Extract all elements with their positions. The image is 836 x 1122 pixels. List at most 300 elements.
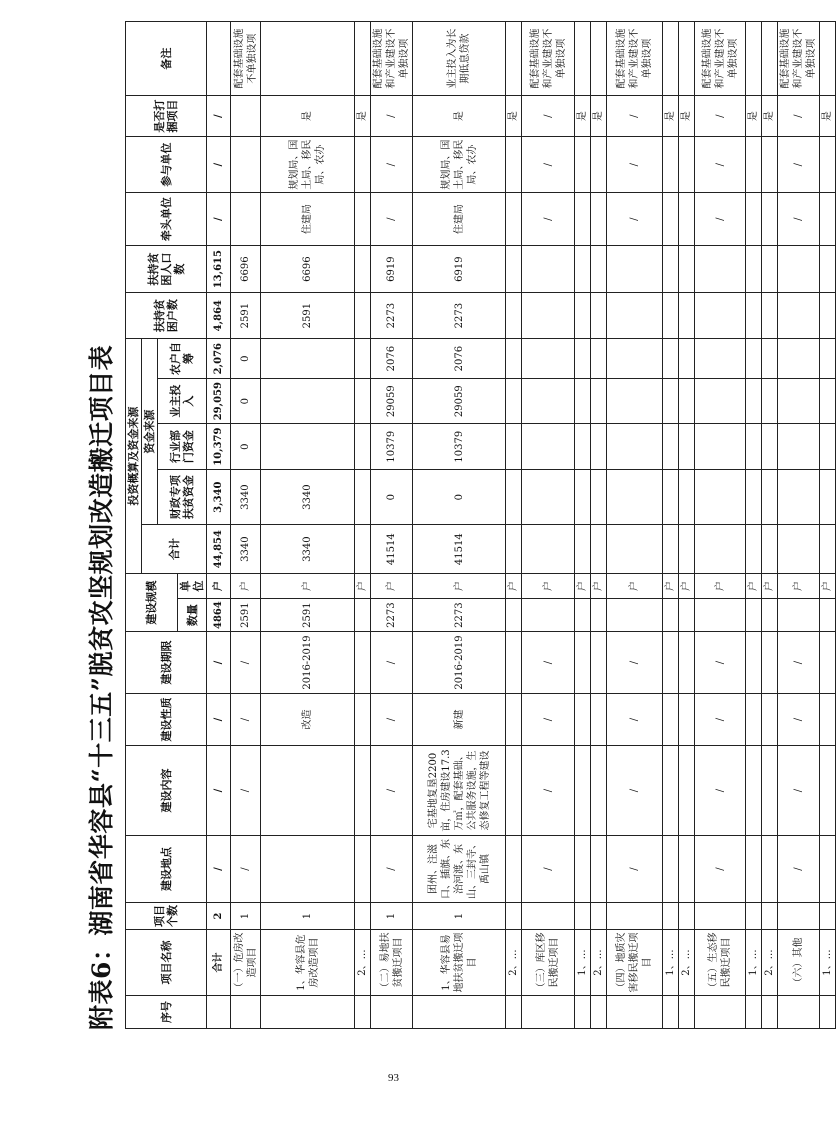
cell-remark: [591, 22, 607, 96]
cell-fiscal: [591, 470, 607, 525]
cell-packaged: 是: [663, 96, 679, 137]
cell-farmer: [778, 339, 820, 379]
cell-households: [355, 293, 371, 339]
cell-participant: /: [607, 137, 663, 193]
cell-nature: /: [695, 694, 746, 746]
table-body: [207, 22, 836, 1029]
cell-qty: 4864: [207, 599, 231, 632]
cell-farmer: [591, 339, 607, 379]
cell-content: [746, 746, 762, 836]
table-row: [591, 22, 607, 1029]
cell-lead: /: [207, 193, 231, 246]
table-title: 附表6：湖南省华容县“十三五”脱贫攻坚规划改造搬迁项目表: [87, 344, 116, 1030]
cell-lead: [591, 193, 607, 246]
cell-population: [607, 246, 663, 293]
cell-total: 41514: [413, 525, 506, 574]
cell-nature: /: [522, 694, 575, 746]
cell-seq: [207, 996, 231, 1029]
cell-unit: 户: [522, 574, 575, 599]
cell-nature: /: [207, 694, 231, 746]
table-row: [820, 22, 836, 1029]
cell-content: /: [778, 746, 820, 836]
cell-unit: 户: [746, 574, 762, 599]
cell-packaged: /: [522, 96, 575, 137]
cell-dept: [679, 424, 695, 470]
cell-count: [746, 903, 762, 930]
cell-name: 2、…: [506, 930, 522, 996]
cell-farmer: [762, 339, 778, 379]
cell-qty: [679, 599, 695, 632]
cell-packaged: 是: [762, 96, 778, 137]
cell-period: /: [522, 632, 575, 694]
cell-qty: [695, 599, 746, 632]
cell-name: （五）生态移民搬迁项目: [695, 930, 746, 996]
cell-lead: /: [607, 193, 663, 246]
cell-seq: [591, 996, 607, 1029]
cell-population: [522, 246, 575, 293]
header-count: 项目个数: [126, 903, 207, 930]
cell-location: /: [778, 836, 820, 903]
cell-content: /: [522, 746, 575, 836]
cell-participant: [355, 137, 371, 193]
cell-fiscal: 0: [413, 470, 506, 525]
header-funding: 资金来源: [142, 339, 158, 525]
cell-packaged: 是: [591, 96, 607, 137]
cell-participant: /: [778, 137, 820, 193]
cell-qty: 2273: [371, 599, 413, 632]
cell-period: [591, 632, 607, 694]
cell-households: [575, 293, 591, 339]
cell-participant: /: [371, 137, 413, 193]
cell-owner: [695, 379, 746, 424]
cell-content: [820, 746, 836, 836]
cell-farmer: 0: [231, 339, 261, 379]
cell-unit: 户: [762, 574, 778, 599]
cell-remark: 配套基础设施和产业建设不单独设项: [371, 22, 413, 96]
cell-nature: [746, 694, 762, 746]
cell-nature: [591, 694, 607, 746]
cell-count: [591, 903, 607, 930]
cell-qty: [663, 599, 679, 632]
cell-count: [762, 903, 778, 930]
cell-participant: [231, 137, 261, 193]
cell-farmer: [663, 339, 679, 379]
cell-fiscal: [607, 470, 663, 525]
cell-unit: 户: [679, 574, 695, 599]
table-row: [231, 22, 261, 1029]
cell-packaged: 是: [506, 96, 522, 137]
cell-period: [679, 632, 695, 694]
cell-unit: 户: [506, 574, 522, 599]
cell-nature: [663, 694, 679, 746]
cell-households: [679, 293, 695, 339]
cell-unit: 户: [820, 574, 836, 599]
cell-period: [746, 632, 762, 694]
cell-name: 2、…: [679, 930, 695, 996]
table-row: [778, 22, 820, 1029]
cell-unit: 户: [355, 574, 371, 599]
cell-fiscal: 0: [371, 470, 413, 525]
table-row: [355, 22, 371, 1029]
cell-qty: [522, 599, 575, 632]
cell-fiscal: [679, 470, 695, 525]
cell-remark: [820, 22, 836, 96]
cell-participant: [679, 137, 695, 193]
cell-households: [762, 293, 778, 339]
cell-total: [778, 525, 820, 574]
cell-name: （四）地质灾害移民搬迁项目: [607, 930, 663, 996]
cell-location: [355, 836, 371, 903]
cell-location: /: [695, 836, 746, 903]
cell-fiscal: [820, 470, 836, 525]
cell-households: [607, 293, 663, 339]
cell-period: /: [695, 632, 746, 694]
cell-households: [778, 293, 820, 339]
cell-name: （三）库区移民搬迁项目: [522, 930, 575, 996]
header-content: 建设内容: [126, 746, 207, 836]
cell-population: 6696: [261, 246, 355, 293]
header-qty: 数量: [178, 599, 207, 632]
cell-name: 1、…: [575, 930, 591, 996]
cell-qty: 2591: [261, 599, 355, 632]
header-name: 项目名称: [126, 930, 207, 996]
cell-farmer: 2076: [413, 339, 506, 379]
cell-remark: 配套基础设施和产业建设不单独设项: [522, 22, 575, 96]
cell-unit: 户: [695, 574, 746, 599]
table-row: [207, 22, 231, 1029]
cell-remark: [207, 22, 231, 96]
cell-participant: [762, 137, 778, 193]
cell-packaged: 是: [575, 96, 591, 137]
cell-unit: 户: [575, 574, 591, 599]
cell-packaged: /: [695, 96, 746, 137]
cell-name: 1、华容县易地扶贫搬迁项目: [413, 930, 506, 996]
cell-owner: 0: [231, 379, 261, 424]
header-period: 建设期限: [126, 632, 207, 694]
cell-count: [355, 903, 371, 930]
cell-farmer: [355, 339, 371, 379]
cell-population: [663, 246, 679, 293]
cell-dept: 10,379: [207, 424, 231, 470]
cell-households: [663, 293, 679, 339]
cell-period: [506, 632, 522, 694]
table-row: [663, 22, 679, 1029]
cell-fiscal: [506, 470, 522, 525]
cell-count: 1: [261, 903, 355, 930]
cell-count: 1: [231, 903, 261, 930]
cell-location: [746, 836, 762, 903]
cell-seq: [261, 996, 355, 1029]
cell-fiscal: [522, 470, 575, 525]
cell-count: [820, 903, 836, 930]
cell-total: [679, 525, 695, 574]
cell-population: [506, 246, 522, 293]
cell-dept: 10379: [413, 424, 506, 470]
cell-population: [355, 246, 371, 293]
cell-remark: [575, 22, 591, 96]
cell-owner: [591, 379, 607, 424]
cell-dept: [762, 424, 778, 470]
cell-period: [820, 632, 836, 694]
cell-name: 1、华容县危房改造项目: [261, 930, 355, 996]
cell-owner: [506, 379, 522, 424]
header-location: 建设地点: [126, 836, 207, 903]
cell-remark: [355, 22, 371, 96]
header-scale: 建设规模: [126, 574, 178, 632]
cell-population: [778, 246, 820, 293]
cell-name: 1、…: [820, 930, 836, 996]
cell-location: [506, 836, 522, 903]
cell-seq: [663, 996, 679, 1029]
cell-participant: /: [522, 137, 575, 193]
cell-name: 2、…: [762, 930, 778, 996]
cell-location: /: [207, 836, 231, 903]
cell-location: /: [231, 836, 261, 903]
cell-name: 2、…: [355, 930, 371, 996]
cell-lead: /: [778, 193, 820, 246]
table-row: [522, 22, 575, 1029]
header-dept: 行业部门资金: [158, 424, 207, 470]
cell-owner: 29059: [413, 379, 506, 424]
cell-seq: [778, 996, 820, 1029]
cell-content: [679, 746, 695, 836]
cell-lead: /: [522, 193, 575, 246]
cell-households: 4,864: [207, 293, 231, 339]
cell-name: （二）易地扶贫搬迁项目: [371, 930, 413, 996]
cell-seq: [820, 996, 836, 1029]
cell-count: 1: [371, 903, 413, 930]
cell-dept: [575, 424, 591, 470]
cell-count: 1: [413, 903, 506, 930]
cell-content: /: [607, 746, 663, 836]
cell-location: [261, 836, 355, 903]
cell-households: 2273: [371, 293, 413, 339]
cell-content: [663, 746, 679, 836]
cell-population: 13,615: [207, 246, 231, 293]
cell-remark: 配套基础设施和产业建设不单独设项: [778, 22, 820, 96]
cell-content: [762, 746, 778, 836]
cell-seq: [695, 996, 746, 1029]
cell-population: 6919: [413, 246, 506, 293]
cell-farmer: [261, 339, 355, 379]
cell-population: [679, 246, 695, 293]
cell-period: /: [371, 632, 413, 694]
cell-nature: 新建: [413, 694, 506, 746]
cell-total: [746, 525, 762, 574]
cell-packaged: 是: [679, 96, 695, 137]
cell-households: [820, 293, 836, 339]
cell-remark: [746, 22, 762, 96]
cell-dept: [746, 424, 762, 470]
cell-content: /: [207, 746, 231, 836]
cell-location: 团州、注滋口、插旗、东治河渡、东山、三封寺、禹山镇: [413, 836, 506, 903]
header-unit: 单位: [178, 574, 207, 599]
cell-lead: [663, 193, 679, 246]
header-farmer: 农户自筹: [158, 339, 207, 379]
cell-total: 41514: [371, 525, 413, 574]
cell-nature: 改造: [261, 694, 355, 746]
cell-period: 2016-2019: [413, 632, 506, 694]
header-packaged: 是否打捆项目: [126, 96, 207, 137]
cell-period: /: [778, 632, 820, 694]
cell-owner: [746, 379, 762, 424]
cell-fiscal: [762, 470, 778, 525]
cell-period: /: [207, 632, 231, 694]
cell-content: /: [231, 746, 261, 836]
cell-population: 6696: [231, 246, 261, 293]
cell-fiscal: 3,340: [207, 470, 231, 525]
cell-lead: [679, 193, 695, 246]
table-row: [762, 22, 778, 1029]
cell-owner: [355, 379, 371, 424]
cell-participant: [591, 137, 607, 193]
table-row: [371, 22, 413, 1029]
cell-lead: /: [695, 193, 746, 246]
cell-owner: [261, 379, 355, 424]
cell-owner: [575, 379, 591, 424]
cell-location: [575, 836, 591, 903]
cell-remark: 配套基础设施和产业建设不单独设项: [607, 22, 663, 96]
cell-period: 2016-2019: [261, 632, 355, 694]
cell-qty: [575, 599, 591, 632]
cell-dept: 0: [231, 424, 261, 470]
cell-remark: [762, 22, 778, 96]
cell-owner: 29059: [371, 379, 413, 424]
cell-households: [506, 293, 522, 339]
cell-content: /: [695, 746, 746, 836]
cell-total: 3340: [261, 525, 355, 574]
cell-dept: [663, 424, 679, 470]
cell-dept: [695, 424, 746, 470]
cell-participant: [506, 137, 522, 193]
cell-lead: [355, 193, 371, 246]
cell-packaged: /: [371, 96, 413, 137]
cell-remark: [261, 22, 355, 96]
cell-unit: 户: [207, 574, 231, 599]
table-row: [695, 22, 746, 1029]
cell-qty: [591, 599, 607, 632]
cell-dept: [820, 424, 836, 470]
cell-participant: [746, 137, 762, 193]
page-number: 93: [388, 1072, 399, 1084]
cell-count: [522, 903, 575, 930]
cell-farmer: [679, 339, 695, 379]
header-owner: 业主投入: [158, 379, 207, 424]
cell-packaged: 是: [746, 96, 762, 137]
cell-dept: [522, 424, 575, 470]
cell-total: [506, 525, 522, 574]
relocation-projects-table: [125, 21, 836, 1029]
cell-lead: [506, 193, 522, 246]
header-households: 扶持贫困户数: [126, 293, 207, 339]
cell-name: 合计: [207, 930, 231, 996]
cell-farmer: 2076: [371, 339, 413, 379]
cell-packaged: /: [607, 96, 663, 137]
cell-location: /: [522, 836, 575, 903]
cell-unit: 户: [371, 574, 413, 599]
cell-location: [679, 836, 695, 903]
cell-farmer: [506, 339, 522, 379]
cell-nature: /: [778, 694, 820, 746]
cell-qty: 2273: [413, 599, 506, 632]
cell-population: 6919: [371, 246, 413, 293]
cell-period: [762, 632, 778, 694]
cell-name: 1、…: [663, 930, 679, 996]
header-seq: 序号: [126, 996, 207, 1029]
cell-population: [695, 246, 746, 293]
cell-count: 2: [207, 903, 231, 930]
cell-fiscal: [575, 470, 591, 525]
cell-seq: [522, 996, 575, 1029]
cell-seq: [371, 996, 413, 1029]
cell-qty: [506, 599, 522, 632]
cell-fiscal: 3340: [261, 470, 355, 525]
cell-period: [355, 632, 371, 694]
cell-dept: [506, 424, 522, 470]
header-remark: 备注: [126, 22, 207, 96]
cell-total: [695, 525, 746, 574]
cell-remark: [506, 22, 522, 96]
cell-seq: [679, 996, 695, 1029]
cell-households: 2591: [261, 293, 355, 339]
cell-participant: /: [207, 137, 231, 193]
cell-households: 2273: [413, 293, 506, 339]
cell-nature: /: [231, 694, 261, 746]
cell-participant: 规划局、国土局、移民局、农办: [413, 137, 506, 193]
cell-unit: 户: [607, 574, 663, 599]
cell-unit: 户: [261, 574, 355, 599]
cell-total: [607, 525, 663, 574]
cell-content: [591, 746, 607, 836]
cell-packaged: 是: [355, 96, 371, 137]
cell-packaged: 是: [261, 96, 355, 137]
cell-location: /: [607, 836, 663, 903]
cell-unit: 户: [778, 574, 820, 599]
cell-owner: [679, 379, 695, 424]
cell-packaged: /: [207, 96, 231, 137]
cell-unit: 户: [231, 574, 261, 599]
cell-content: 宅基地复垦2200亩，住房建设17.3万㎡，配套基础、公共服务设施，生态修复工程等建设: [413, 746, 506, 836]
header-total: 合计: [142, 525, 207, 574]
cell-period: [575, 632, 591, 694]
cell-lead: [762, 193, 778, 246]
cell-qty: [607, 599, 663, 632]
cell-households: [522, 293, 575, 339]
cell-content: [355, 746, 371, 836]
cell-period: /: [231, 632, 261, 694]
cell-participant: [663, 137, 679, 193]
cell-count: [695, 903, 746, 930]
cell-location: [820, 836, 836, 903]
cell-dept: [355, 424, 371, 470]
cell-fiscal: 3340: [231, 470, 261, 525]
cell-lead: [746, 193, 762, 246]
cell-nature: [679, 694, 695, 746]
cell-remark: 配套基础设施不单独设项: [231, 22, 261, 96]
cell-lead: /: [371, 193, 413, 246]
cell-total: [762, 525, 778, 574]
cell-remark: [679, 22, 695, 96]
cell-lead: 住建局: [413, 193, 506, 246]
cell-fiscal: [746, 470, 762, 525]
cell-name: 1、…: [746, 930, 762, 996]
cell-packaged: 是: [413, 96, 506, 137]
cell-count: [506, 903, 522, 930]
cell-count: [607, 903, 663, 930]
cell-qty: [355, 599, 371, 632]
cell-total: 3340: [231, 525, 261, 574]
cell-total: 44,854: [207, 525, 231, 574]
